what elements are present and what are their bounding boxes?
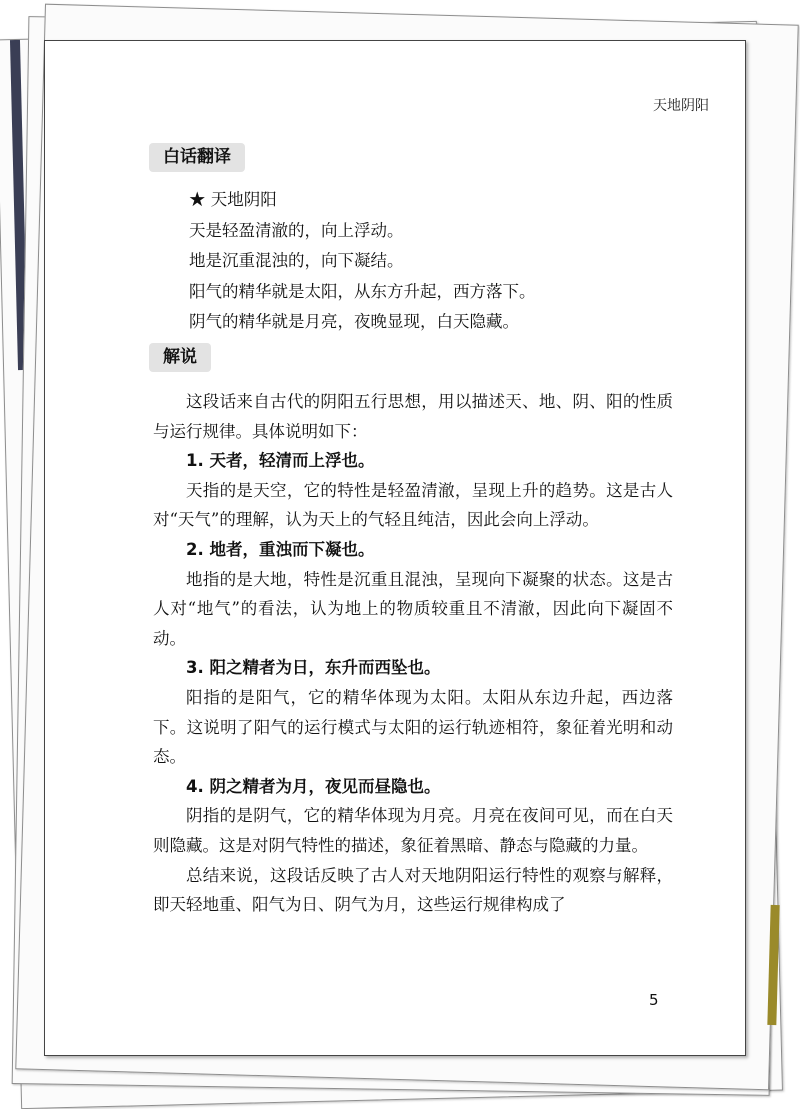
section-label-translation: 白话翻译 bbox=[149, 143, 245, 172]
paragraph: 总结来说，这段话反映了古人对天地阴阳运行特性的观察与解释，即天轻地重、阳气为日、阴气为月，这些运行规律构成了 bbox=[153, 865, 673, 915]
translation-block bbox=[189, 185, 689, 338]
point-heading: 2. 地者，重浊而下凝也。 bbox=[186, 539, 375, 559]
translation-line: 阴气的精华就是月亮，夜晚显现，白天隐藏。 bbox=[189, 312, 519, 332]
paragraph: 天指的是天空，它的特性是轻盈清澈，呈现上升的趋势。这是古人对“天气”的理解，认为天上的气轻且纯洁，因此会向上浮动。 bbox=[153, 480, 673, 530]
translation-line: 地是沉重混浊的，向下凝结。 bbox=[189, 251, 404, 271]
point-heading: 3. 阳之精者为日，东升而西坠也。 bbox=[186, 658, 441, 678]
translation-title: ★ 天地阴阳 bbox=[189, 190, 277, 209]
section-label-commentary: 解说 bbox=[149, 343, 211, 372]
page bbox=[44, 40, 746, 1056]
paragraph: 阴指的是阴气，它的精华体现为月亮。月亮在夜间可见，而在白天则隐藏。这是对阴气特性的描述，象征着黑暗、静态与隐藏的力量。 bbox=[153, 806, 673, 855]
commentary-block bbox=[153, 387, 673, 920]
paragraph: 阳指的是阳气，它的精华体现为太阳。太阳从东边升起，西边落下。这说明了阳气的运行模式与太阳的运行轨迹相符，象征着光明和动态。 bbox=[153, 687, 673, 767]
running-head: 天地阴阳 bbox=[653, 98, 709, 114]
point-heading: 1. 天者，轻清而上浮也。 bbox=[186, 451, 375, 471]
point-heading: 4. 阴之精者为月，夜见而昼隐也。 bbox=[186, 776, 441, 796]
translation-line: 天是轻盈清澈的，向上浮动。 bbox=[189, 220, 404, 240]
page-number: 5 bbox=[649, 991, 659, 1009]
paragraph: 这段话来自古代的阴阳五行思想，用以描述天、地、阴、阳的性质与运行规律。具体说明如下： bbox=[153, 392, 673, 441]
translation-line: 阳气的精华就是太阳，从东方升起，西方落下。 bbox=[189, 281, 536, 301]
paragraph: 地指的是大地，特性是沉重且混浊，呈现向下凝聚的状态。这是古人对“地气”的看法，认为地上的物质较重且不清澈，因此向下凝固不动。 bbox=[153, 569, 673, 648]
